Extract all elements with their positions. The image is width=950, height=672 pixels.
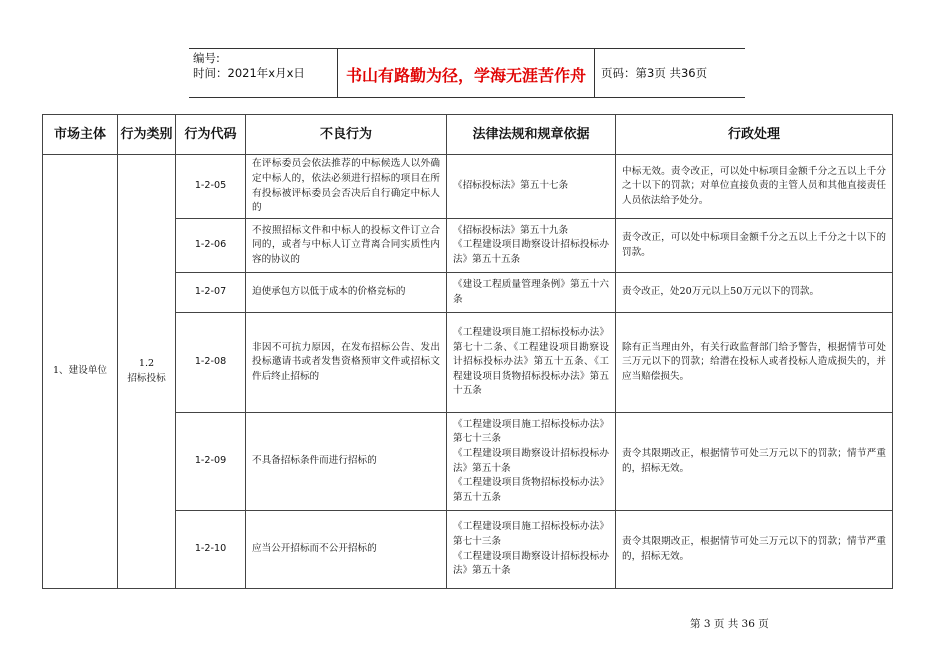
administrative-penalty: 中标无效。责令改正，可以处中标项目金额千分之五以上千分之十以下的罚款；对单位直接负责的主管人员和其他直接责任人员依法给予处分。 xyxy=(616,155,893,219)
behavior-code: 1-2-05 xyxy=(176,155,246,219)
behavior-description: 应当公开招标而不公开招标的 xyxy=(246,511,447,589)
administrative-penalty: 责令改正，可以处中标项目金额千分之五以上千分之十以下的罚款。 xyxy=(616,219,893,273)
behavior-description: 不具备招标条件而进行招标的 xyxy=(246,413,447,511)
document-number-label: 编号: xyxy=(193,51,220,65)
header-meta xyxy=(193,51,305,81)
header-page-number: 页码：第3页 共36页 xyxy=(601,66,708,80)
legal-basis: 《工程建设项目施工招标投标办法》第七十二条、《工程建设项目勘察设计招标投标办法》第五十五条、《工程建设项目货物招标投标办法》第五十五条 xyxy=(447,313,616,413)
header-divider xyxy=(594,49,595,97)
document-time-label: 时间：2021年x月x日 xyxy=(193,66,305,80)
col-header-category: 行为类别 xyxy=(118,115,176,155)
header-motto: 书山有路勤为径，学海无涯苦作舟 xyxy=(345,66,586,85)
administrative-penalty: 除有正当理由外，有关行政监督部门给予警告，根据情节可处三万元以下的罚款；给潜在投标人或者投标人造成损失的，并应当赔偿损失。 xyxy=(616,313,893,413)
violation-table xyxy=(42,114,893,589)
col-header-code: 行为代码 xyxy=(176,115,246,155)
col-header-basis: 法律法规和规章依据 xyxy=(447,115,616,155)
col-header-subject: 市场主体 xyxy=(43,115,118,155)
behavior-description: 迫使承包方以低于成本的价格竞标的 xyxy=(246,273,447,313)
legal-basis: 《建设工程质量管理条例》第五十六条 xyxy=(447,273,616,313)
behavior-code: 1-2-07 xyxy=(176,273,246,313)
behavior-code: 1-2-10 xyxy=(176,511,246,589)
table-row xyxy=(43,155,893,219)
page-footer: 第 3 页 共 36 页 xyxy=(690,618,769,630)
behavior-category-cell: 1.2 招标投标 xyxy=(118,155,176,589)
legal-basis: 《工程建设项目施工招标投标办法》第七十三条 《工程建设项目勘察设计招标投标办法》第五十条 xyxy=(447,511,616,589)
administrative-penalty: 责令其限期改正，根据情节可处三万元以下的罚款；情节严重的，招标无效。 xyxy=(616,413,893,511)
page-header xyxy=(189,48,745,98)
behavior-description: 在评标委员会依法推荐的中标候选人以外确定中标人的，依法必须进行招标的项目在所有投标被评标委员会否决后自行确定中标人的 xyxy=(246,155,447,219)
col-header-penalty: 行政处理 xyxy=(616,115,893,155)
legal-basis: 《招标投标法》第五十七条 xyxy=(447,155,616,219)
col-header-behavior: 不良行为 xyxy=(246,115,447,155)
header-divider xyxy=(337,49,338,97)
table-header-row xyxy=(43,115,893,155)
behavior-code: 1-2-08 xyxy=(176,313,246,413)
legal-basis: 《工程建设项目施工招标投标办法》第七十三条 《工程建设项目勘察设计招标投标办法》第五十条 《工程建设项目货物招标投标办法》第五十五条 xyxy=(447,413,616,511)
behavior-description: 不按照招标文件和中标人的投标文件订立合同的，或者与中标人订立背离合同实质性内容的协议的 xyxy=(246,219,447,273)
market-subject-cell: 1、建设单位 xyxy=(43,155,118,589)
administrative-penalty: 责令改正，处20万元以上50万元以下的罚款。 xyxy=(616,273,893,313)
behavior-description: 非因不可抗力原因，在发布招标公告、发出投标邀请书或者发售资格预审文件或招标文件后终止招标的 xyxy=(246,313,447,413)
behavior-code: 1-2-09 xyxy=(176,413,246,511)
behavior-code: 1-2-06 xyxy=(176,219,246,273)
administrative-penalty: 责令其限期改正，根据情节可处三万元以下的罚款；情节严重的，招标无效。 xyxy=(616,511,893,589)
legal-basis: 《招标投标法》第五十九条 《工程建设项目勘察设计招标投标办法》第五十五条 xyxy=(447,219,616,273)
